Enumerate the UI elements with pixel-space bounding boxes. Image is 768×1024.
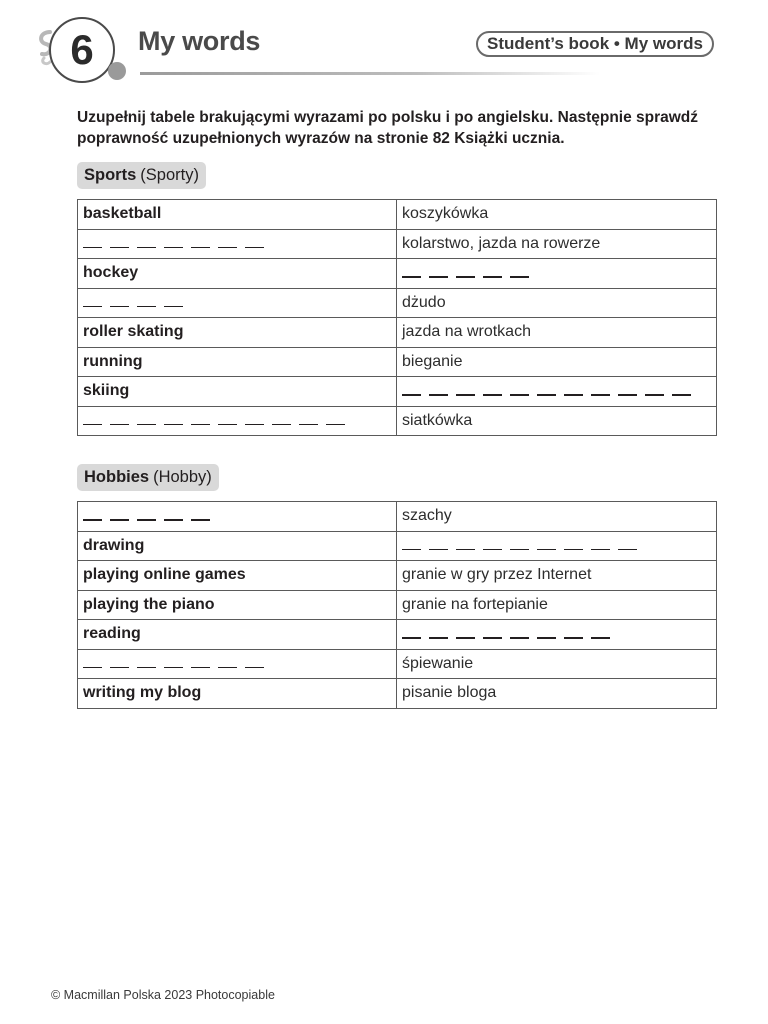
letter-blank: [191, 519, 210, 521]
polish-blank-field[interactable]: [397, 531, 717, 561]
polish-word-cell: siatkówka: [397, 406, 717, 436]
letter-blank: [83, 306, 102, 308]
letter-blank: [645, 394, 664, 396]
letter-blank: [137, 519, 156, 521]
letter-blank: [110, 519, 129, 521]
section-label-pl: (Hobby): [153, 468, 212, 486]
letter-blank: [564, 549, 583, 551]
copyright-footer: © Macmillan Polska 2023 Photocopiable: [51, 988, 275, 1002]
letter-blank: [402, 637, 421, 639]
letter-blank: [299, 424, 318, 426]
letter-blank: [110, 247, 129, 249]
letter-blank: [137, 424, 156, 426]
letter-blank: [591, 637, 610, 639]
polish-word-cell: dżudo: [397, 288, 717, 318]
letter-blanks: [83, 235, 264, 249]
english-blank-field[interactable]: [78, 288, 397, 318]
table-row: [78, 288, 717, 318]
letter-blanks: [402, 264, 529, 278]
letter-blanks: [402, 537, 637, 551]
polish-blank-field[interactable]: [397, 259, 717, 289]
english-word-cell: drawing: [78, 531, 397, 561]
letter-blank: [618, 394, 637, 396]
letter-blanks: [83, 507, 210, 521]
page-title: My words: [138, 26, 261, 56]
letter-blank: [510, 637, 529, 639]
book-reference-badge: Student’s book • My words: [476, 31, 714, 57]
table-row: [78, 406, 717, 436]
section-label-pl: (Sporty): [140, 166, 199, 184]
letter-blank: [402, 394, 421, 396]
letter-blank: [218, 424, 237, 426]
letter-blank: [245, 247, 264, 249]
letter-blank: [191, 247, 210, 249]
english-word-cell: hockey: [78, 259, 397, 289]
letter-blank: [326, 424, 345, 426]
instructions-text: Uzupełnij tabele brakującymi wyrazami po polsku i po angielsku. Następnie sprawdź poprawność uzupełnionych wyrazów na stronie 82 Książki ucznia.: [77, 109, 699, 147]
letter-blanks: [83, 294, 183, 308]
table-row: [78, 679, 717, 709]
sports-vocabulary-table: [77, 199, 717, 436]
polish-word-cell: bieganie: [397, 347, 717, 377]
letter-blank: [429, 394, 448, 396]
english-word-cell: playing the piano: [78, 590, 397, 620]
letter-blank: [591, 549, 610, 551]
polish-word-cell: koszykówka: [397, 200, 717, 230]
title-underline: [140, 72, 600, 75]
english-word-cell: writing my blog: [78, 679, 397, 709]
letter-blank: [483, 276, 502, 278]
letter-blank: [191, 424, 210, 426]
section-label-en: Sports: [84, 166, 137, 184]
letter-blank: [245, 667, 264, 669]
letter-blank: [110, 667, 129, 669]
polish-word-cell: szachy: [397, 502, 717, 532]
polish-word-cell: śpiewanie: [397, 649, 717, 679]
letter-blank: [483, 394, 502, 396]
letter-blank: [429, 276, 448, 278]
letter-blanks: [83, 655, 264, 669]
letter-blank: [110, 306, 129, 308]
letter-blank: [164, 424, 183, 426]
polish-blank-field[interactable]: [397, 620, 717, 650]
english-word-cell: reading: [78, 620, 397, 650]
english-word-cell: roller skating: [78, 318, 397, 348]
polish-word-cell: granie na fortepianie: [397, 590, 717, 620]
letter-blanks: [402, 382, 691, 396]
polish-blank-field[interactable]: [397, 377, 717, 407]
letter-blank: [137, 306, 156, 308]
letter-blank: [272, 424, 291, 426]
letter-blank: [483, 637, 502, 639]
table-row: [78, 620, 717, 650]
letter-blank: [672, 394, 691, 396]
letter-blank: [83, 247, 102, 249]
letter-blank: [564, 394, 583, 396]
letter-blanks: [83, 412, 345, 426]
section-label-hobbies: [77, 464, 219, 491]
letter-blank: [456, 549, 475, 551]
letter-blank: [483, 549, 502, 551]
letter-blank: [537, 394, 556, 396]
letter-blank: [83, 519, 102, 521]
english-blank-field[interactable]: [78, 502, 397, 532]
letter-blank: [110, 424, 129, 426]
letter-blank: [402, 276, 421, 278]
unit-badge-dot: [108, 62, 126, 80]
letter-blank: [402, 549, 421, 551]
english-blank-field[interactable]: [78, 649, 397, 679]
letter-blank: [564, 637, 583, 639]
letter-blank: [191, 667, 210, 669]
letter-blank: [537, 637, 556, 639]
letter-blank: [429, 549, 448, 551]
letter-blank: [510, 276, 529, 278]
letter-blank: [137, 247, 156, 249]
letter-blank: [137, 667, 156, 669]
letter-blank: [456, 637, 475, 639]
polish-word-cell: jazda na wrotkach: [397, 318, 717, 348]
hobbies-vocabulary-table: [77, 501, 717, 709]
letter-blank: [510, 394, 529, 396]
letter-blank: [83, 424, 102, 426]
letter-blank: [618, 549, 637, 551]
table-row: [78, 649, 717, 679]
table-row: [78, 200, 717, 230]
letter-blank: [83, 667, 102, 669]
table-row: [78, 318, 717, 348]
letter-blank: [456, 394, 475, 396]
letter-blank: [245, 424, 264, 426]
letter-blank: [429, 637, 448, 639]
letter-blank: [537, 549, 556, 551]
table-row: [78, 561, 717, 591]
english-word-cell: skiing: [78, 377, 397, 407]
letter-blank: [164, 247, 183, 249]
section-label-sports: [77, 162, 206, 189]
polish-word-cell: kolarstwo, jazda na rowerze: [397, 229, 717, 259]
letter-blank: [164, 519, 183, 521]
letter-blank: [218, 247, 237, 249]
table-row: [78, 531, 717, 561]
letter-blank: [591, 394, 610, 396]
letter-blanks: [402, 625, 610, 639]
english-word-cell: running: [78, 347, 397, 377]
english-word-cell: basketball: [78, 200, 397, 230]
table-row: [78, 590, 717, 620]
table-row: [78, 229, 717, 259]
english-blank-field[interactable]: [78, 406, 397, 436]
letter-blank: [164, 667, 183, 669]
polish-word-cell: pisanie bloga: [397, 679, 717, 709]
letter-blank: [164, 306, 183, 308]
table-row: [78, 502, 717, 532]
table-row: [78, 347, 717, 377]
section-label-en: Hobbies: [84, 468, 150, 486]
table-row: [78, 259, 717, 289]
english-blank-field[interactable]: [78, 229, 397, 259]
table-row: [78, 377, 717, 407]
letter-blank: [456, 276, 475, 278]
polish-word-cell: granie w gry przez Internet: [397, 561, 717, 591]
letter-blank: [218, 667, 237, 669]
letter-blank: [510, 549, 529, 551]
unit-number-badge: 6: [49, 17, 115, 83]
english-word-cell: playing online games: [78, 561, 397, 591]
